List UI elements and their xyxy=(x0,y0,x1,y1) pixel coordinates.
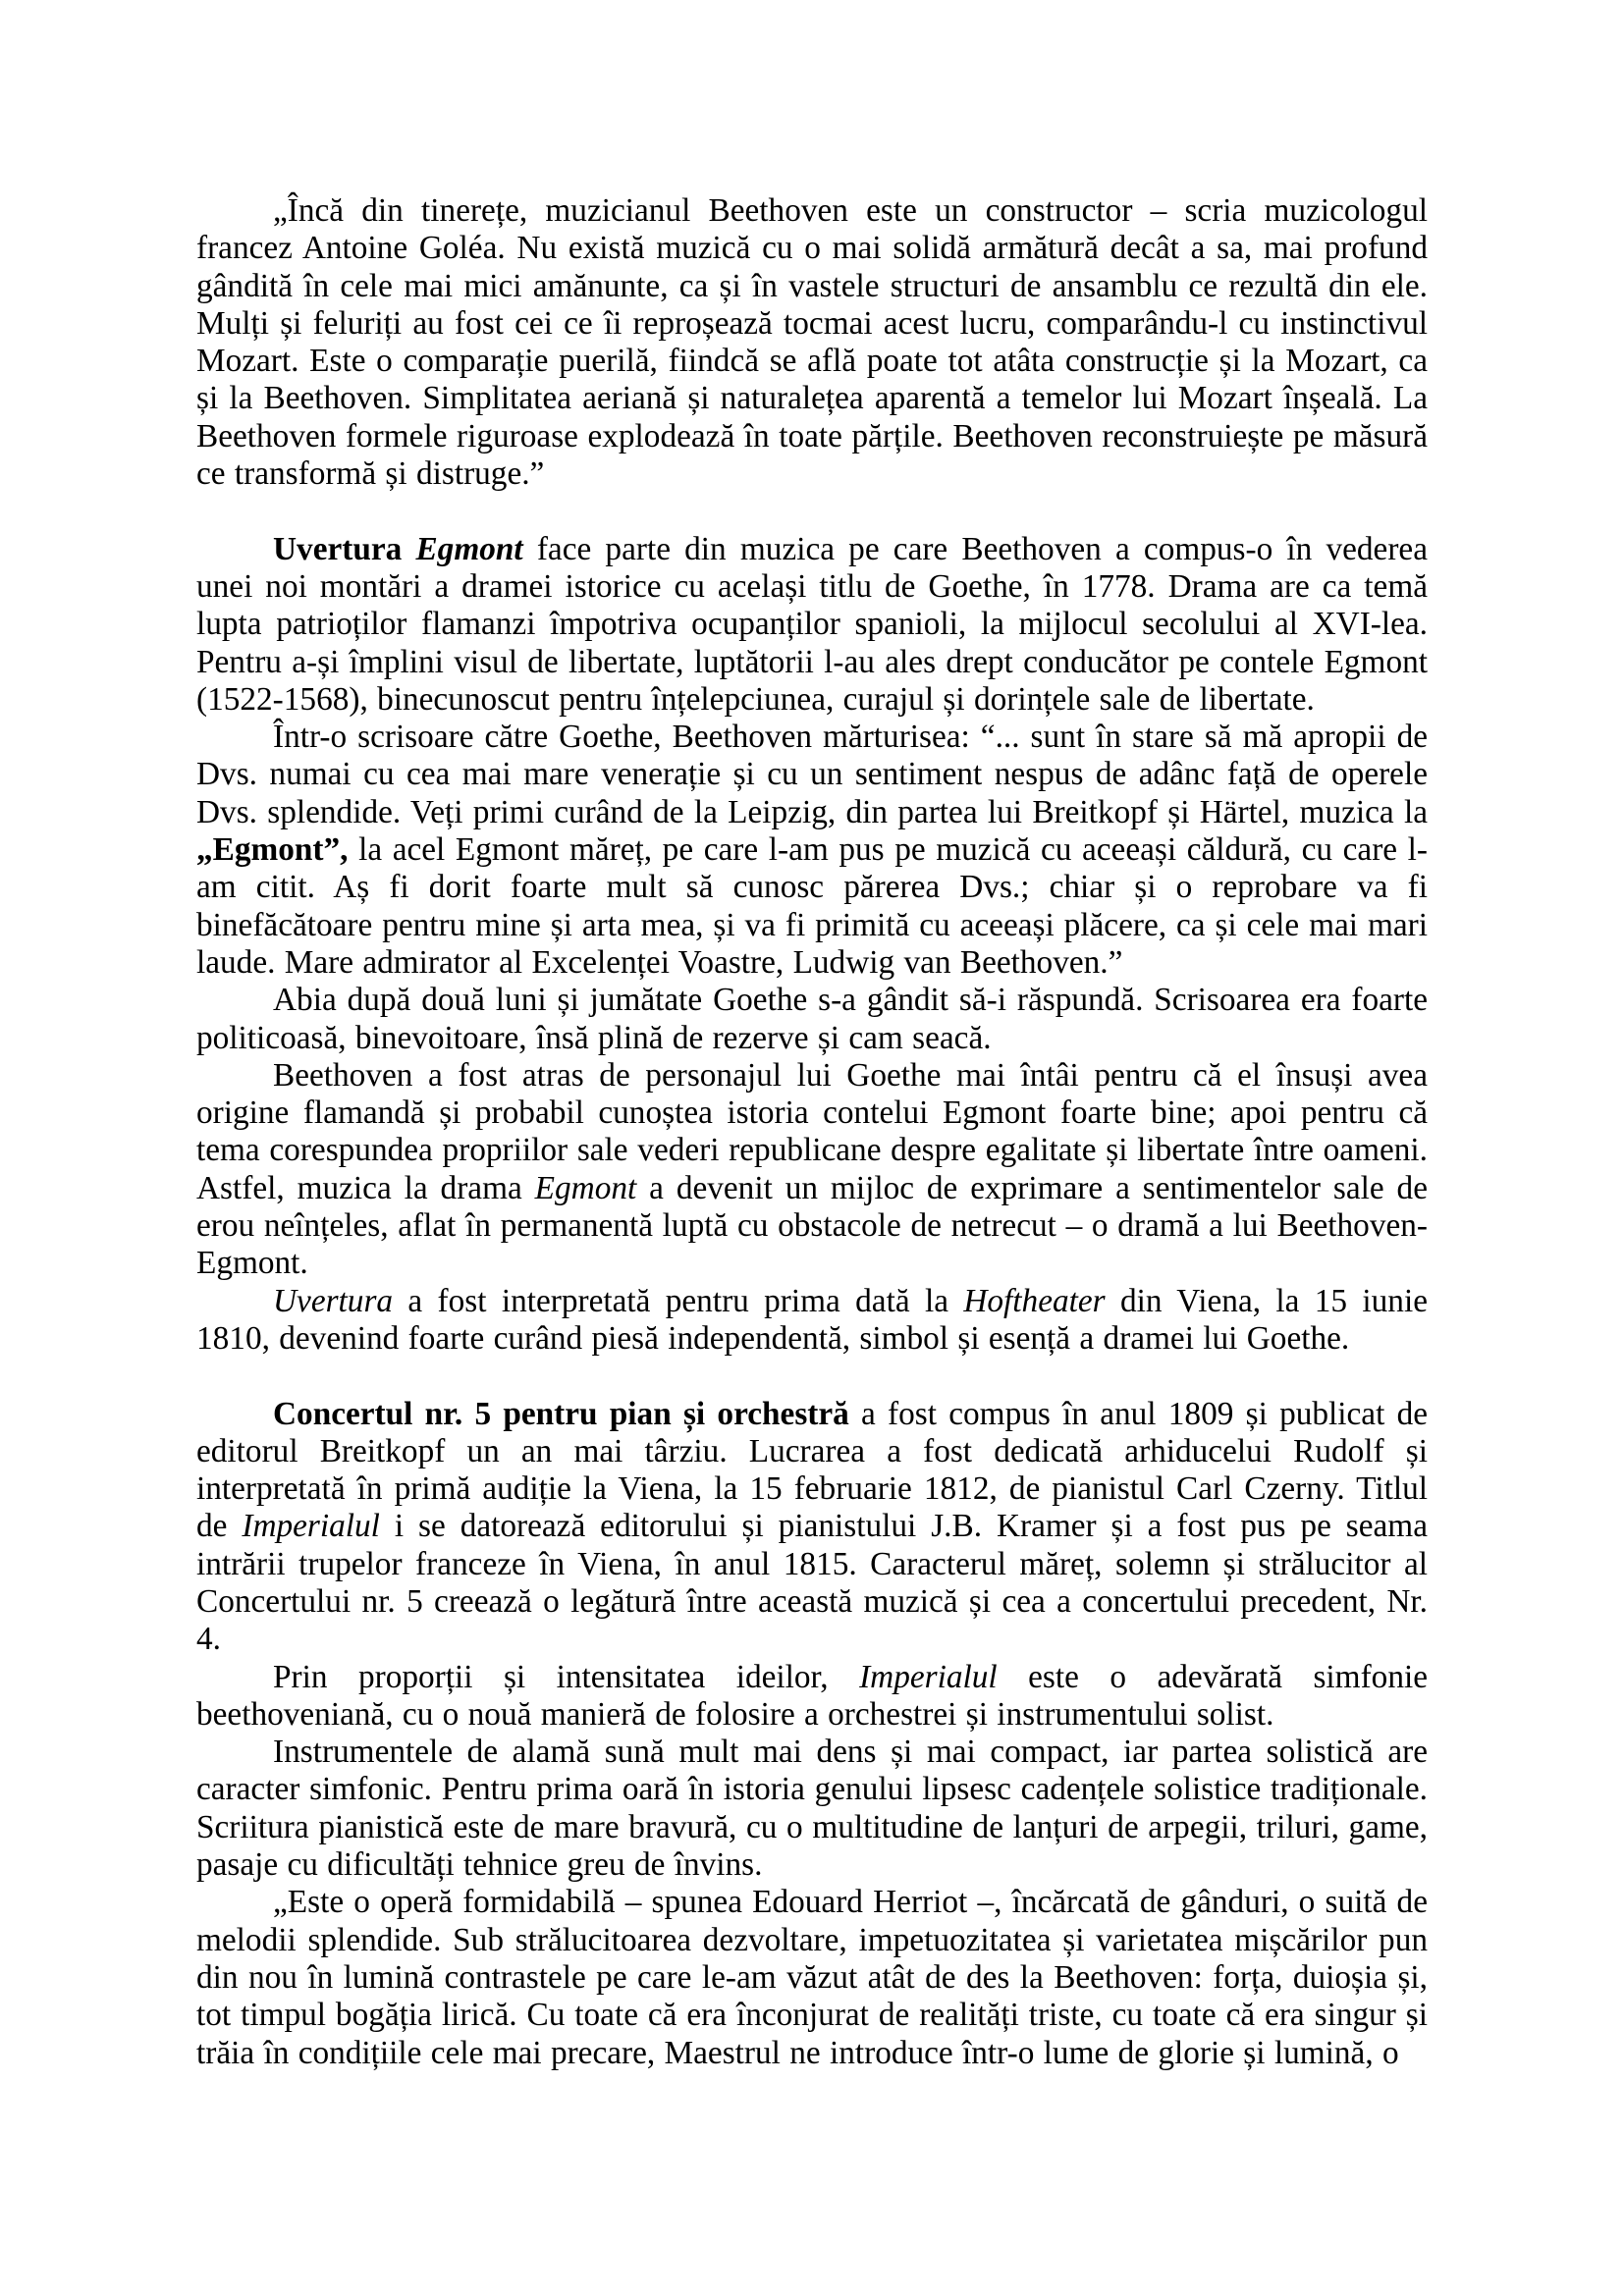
paragraph-concertul-nr5-intro xyxy=(196,1396,1428,1659)
text-run: a fost compus în anul 1809 și publicat de editorul Breitkopf un an mai târziu. Lucrarea a fost dedicată arhiducelui Rudolf și interpretată în primă audiție la Viena, la 15 februarie 1812, de pianistul Carl Czerny. Titlul de xyxy=(196,1395,1428,1545)
text-run: la acel Egmont măreț, pe care l-am pus pe muzică cu aceeași căldură, cu care l-am citit. Aș fi dorit foarte mult să cunosc părerea Dvs.; chiar și o reprobare va fi binefăcătoare pentru mine și arta mea, și va fi primită cu aceeași plăcere, ca și cele mai mari laude. Mare admirator al Excelenței Voastre, Ludwig van Beethoven.” xyxy=(196,831,1428,981)
text-run: face parte din muzica pe care Beethoven a compus-o în vederea unei noi montări a dramei istorice cu același titlu de Goethe, în 1778. Drama are ca temă lupta patrioților flamanzi împotriva ocupanților spanioli, la mijlocul secolului al XVI-lea. Pentru a-și împlini visul de libertate, luptătorii l-au ales drept conducător pe contele Egmont (1522-1568), binecunoscut pentru înțelepciunea, curajul și dorințele sale de libertate. xyxy=(196,530,1428,718)
paragraph-herriot-quote xyxy=(196,1884,1428,2071)
text-run: a devenit un mijloc de exprimare a sentimentelor sale de erou neînțeles, aflat în permanentă luptă cu obstacole de netrecut – o dramă a lui Beethoven-Egmont. xyxy=(196,1169,1428,1282)
text-run: i se datorează editorului și pianistului J.B. Kramer și a fost pus pe seama intrării trupelor franceze în Viena, în anul 1815. Caracterul măreț, solemn și strălucitor al Concertului nr. 5 creează o legătură între această muzică și cea a concertului precedent, Nr. 4. xyxy=(196,1508,1428,1658)
text-run: Uvertura xyxy=(273,1282,394,1319)
text-run: Instrumentele de alamă sună mult mai dens și mai compact, iar partea solistică are caracter simfonic. Pentru prima oară în istoria genului lipsesc cadențele solistice tradiționale. Scriitura pianistică este de mare bravură, cu o multitudine de lanțuri de arpegii, triluri, game, pasaje cu dificultăți tehnice greu de învins. xyxy=(196,1734,1428,1884)
text-run: „Egmont”, xyxy=(196,831,349,869)
paragraph-break xyxy=(196,1358,1428,1395)
text-run: Concertul nr. 5 pentru pian și orchestră xyxy=(273,1395,849,1432)
paragraph-premiera-uverturii xyxy=(196,1283,1428,1359)
text-run: Hoftheater xyxy=(963,1282,1106,1319)
text-run: Imperialul xyxy=(242,1508,380,1545)
text-run: este o adevărată simfonie beethoveniană, cu o nouă manieră de folosire a orchestrei și instrumentului solist. xyxy=(196,1658,1428,1733)
text-run: Uvertura xyxy=(273,530,416,567)
text-run: Prin proporții și intensitatea ideilor, xyxy=(273,1658,860,1695)
text-run: a fost interpretată pentru prima dată la xyxy=(393,1282,964,1319)
paragraph-break xyxy=(196,493,1428,530)
paragraph-imperialul-simfonie xyxy=(196,1659,1428,1735)
paragraph-raspunsul-lui-goethe xyxy=(196,982,1428,1057)
text-run: Egmont xyxy=(534,1169,637,1206)
paragraph-uvertura-egmont-intro xyxy=(196,531,1428,719)
text-run: „Este o operă formidabilă – spunea Edouard Herriot –, încărcată de gânduri, o suită de melodii splendide. Sub strălucitoarea dezvoltare, impetuozitatea și varietatea mișcărilor pun din nou în lumină contrastele pe care le-am văzut atât de des la Beethoven: forța, duioșia și, tot timpul bogăția lirică. Cu toate că era înconjurat de realități triste, cu toate că era singur și trăia în condițiile cele mai precare, Maestrul ne introduce într-o lume de glorie și lumină, o xyxy=(196,1884,1428,2071)
text-run: „Încă din tinerețe, muzicianul Beethoven este un constructor – scria muzicologul francez Antoine Goléa. Nu există muzică cu o mai solidă armătură decât a sa, mai profund gândită în cele mai mici amănunte, ca și în vastele structuri de ansamblu ce rezultă din ele. Mulți și feluriți au fost cei ce îi reproșează tocmai acest lucru, comparându-l cu instinctivul Mozart. Este o comparație puerilă, fiindcă se află poate tot atâta construcție și la Mozart, ca și la Beethoven. Simplitatea aeriană și naturalețea aparentă a temelor lui Mozart înșeală. La Beethoven formele riguroase explodează în toate părțile. Beethoven reconstruiește pe măsură ce transformă și distruge.” xyxy=(196,192,1428,493)
text-run: Abia după două luni și jumătate Goethe s-a gândit să-i răspundă. Scrisoarea era foarte politicoasă, binevoitoare, însă plină de rezerve și cam seacă. xyxy=(196,982,1428,1056)
paragraph-beethoven-atras-de-personaj xyxy=(196,1057,1428,1283)
text-run: din Viena, la 15 iunie 1810, devenind foarte curând piesă independentă, simbol și esență a dramei lui Goethe. xyxy=(196,1282,1428,1357)
text-run: Imperialul xyxy=(859,1658,998,1695)
paragraph-golea-quote xyxy=(196,192,1428,493)
text-run: Egmont xyxy=(415,530,523,567)
text-run: Într-o scrisoare către Goethe, Beethoven mărturisea: “... sunt în stare să mă apropii de Dvs. numai cu cea mai mare venerație și cu un sentiment nespus de adânc față de operele Dvs. splendide. Veți primi curând de la Leipzig, din partea lui Breitkopf și Härtel, muzica la xyxy=(196,719,1428,830)
paragraph-instrumentele-de-alama xyxy=(196,1734,1428,1884)
paragraph-scrisoare-catre-goethe xyxy=(196,719,1428,982)
text-run: Beethoven a fost atras de personajul lui Goethe mai întâi pentru că el însuși avea origine flamandă și probabil cunoștea istoria contelui Egmont foarte bine; apoi pentru că tema corespundea propriilor sale vederi republicane despre egalitate și libertate între oameni. Astfel, muzica la drama xyxy=(196,1056,1428,1206)
